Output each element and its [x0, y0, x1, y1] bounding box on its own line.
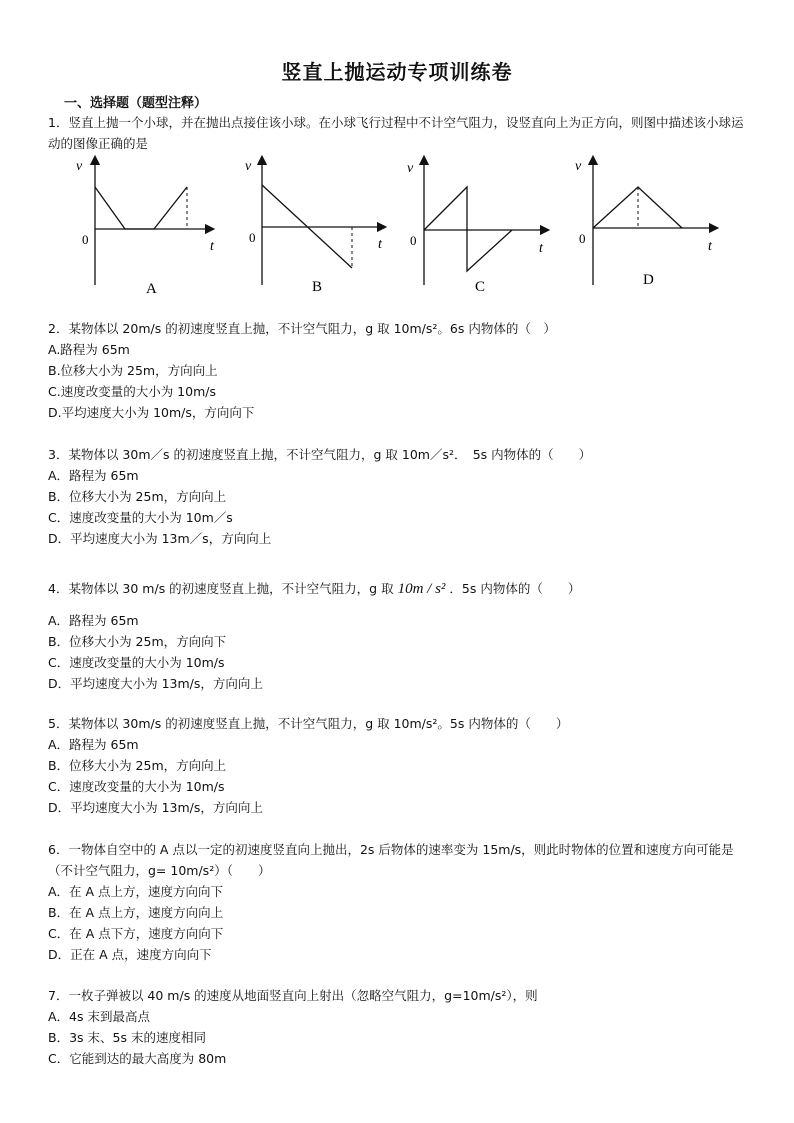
graph-b-origin: 0 — [249, 230, 256, 245]
q5-option-a: A．路程为 65m — [48, 737, 139, 752]
question-4 — [48, 578, 748, 694]
graph-a — [70, 155, 230, 305]
question-1-stem: 1．竖直上抛一个小球，并在抛出点接住该小球。在小球飞行过程中不计空气阻力，设竖直向上为正方向，则图中描述该小球运动的图像正确的是 — [48, 115, 744, 151]
q4-option-b: B．位移大小为 25m，方向向下 — [48, 634, 227, 649]
question-1 — [48, 112, 748, 154]
q7-option-c: C．它能到达的最大高度为 80m — [48, 1051, 227, 1066]
question-4-stem — [48, 578, 748, 600]
graph-b — [240, 155, 400, 305]
graph-c — [405, 155, 565, 305]
q4-option-d: D．平均速度大小为 13m/s，方向向上 — [48, 676, 263, 691]
graph-d-t-label: t — [708, 239, 712, 254]
q2-option-b: B.位移大小为 25m，方向向上 — [48, 363, 218, 378]
q5-option-b: B．位移大小为 25m，方向向上 — [48, 758, 227, 773]
q7-option-a: A．4s 末到最高点 — [48, 1009, 150, 1024]
question-4-stem-a: 4．某物体以 30 m/s 的初速度竖直上抛，不计空气阻力，g 取 — [48, 581, 394, 596]
graph-d-label: D — [643, 272, 654, 288]
graph-c-label: C — [475, 279, 486, 295]
question-6 — [48, 839, 748, 965]
question-4-stem-b: ．5s 内物体的（ ） — [449, 581, 581, 596]
graph-c-origin: 0 — [410, 233, 417, 248]
graph-b-v-label: v — [245, 159, 252, 174]
q2-option-d: D.平均速度大小为 10m/s，方向向下 — [48, 405, 255, 420]
question-3 — [48, 444, 748, 549]
q6-option-b: B．在 A 点上方，速度方向向上 — [48, 905, 224, 920]
q3-option-c: C．速度改变量的大小为 10m／s — [48, 510, 233, 525]
graph-c-t-label: t — [539, 241, 543, 256]
q5-option-d: D．平均速度大小为 13m/s，方向向上 — [48, 800, 263, 815]
q3-option-a: A．路程为 65m — [48, 468, 139, 483]
graph-a-origin: 0 — [82, 232, 89, 247]
q6-option-c: C．在 A 点下方，速度方向向下 — [48, 926, 224, 941]
question-3-stem: 3．某物体以 30m／s 的初速度竖直上抛，不计空气阻力，g 取 10m／s²． 5s 内物体的（ ） — [48, 447, 592, 462]
q6-option-d: D．正在 A 点，速度方向向下 — [48, 947, 212, 962]
question-7-stem: 7．一枚子弹被以 40 m/s 的速度从地面竖直向上射出（忽略空气阻力，g=10m/s²），则 — [48, 988, 538, 1003]
graph-c-v-label: v — [407, 161, 414, 176]
graph-b-t-label: t — [378, 237, 382, 252]
graph-a-t-label: t — [210, 239, 214, 254]
graph-d-origin: 0 — [579, 231, 586, 246]
graph-a-curve — [95, 187, 187, 229]
q4-option-c: C．速度改变量的大小为 10m/s — [48, 655, 225, 670]
graph-d-v-label: v — [575, 159, 582, 174]
q6-option-a: A．在 A 点上方，速度方向向下 — [48, 884, 224, 899]
section-heading: 一、选择题（题型注释） — [64, 96, 208, 111]
question-5 — [48, 713, 748, 818]
q3-option-b: B．位移大小为 25m，方向向上 — [48, 489, 227, 504]
q1-graphs — [70, 155, 730, 305]
q4-option-a: A．路程为 65m — [48, 613, 139, 628]
graph-d — [570, 155, 730, 305]
graph-b-label: B — [312, 279, 323, 295]
graph-a-label: A — [146, 281, 157, 297]
graph-c-curve — [424, 187, 512, 271]
q2-option-a: A.路程为 65m — [48, 342, 130, 357]
q3-option-d: D．平均速度大小为 13m／s，方向向上 — [48, 531, 272, 546]
question-6-stem: 6．一物体自空中的 A 点以一定的初速度竖直向上抛出，2s 后物体的速率变为 15m/s，则此时物体的位置和速度方向可能是（不计空气阻力，g= 10m/s²）（ ） — [48, 842, 734, 878]
question-2-stem: 2．某物体以 20m/s 的初速度竖直上抛，不计空气阻力，g 取 10m/s²。6s 内物体的（ ） — [48, 321, 556, 336]
question-7 — [48, 985, 748, 1069]
graph-a-v-label: v — [76, 159, 83, 174]
q2-option-c: C.速度改变量的大小为 10m/s — [48, 384, 216, 399]
question-2 — [48, 318, 748, 423]
page-title: 竖直上抛运动专项训练卷 — [281, 60, 513, 84]
question-4-formula: 10m / s² — [397, 581, 446, 597]
q7-option-b: B．3s 末、5s 末的速度相同 — [48, 1030, 206, 1045]
q5-option-c: C．速度改变量的大小为 10m/s — [48, 779, 225, 794]
question-5-stem: 5．某物体以 30m/s 的初速度竖直上抛，不计空气阻力，g 取 10m/s²。5s 内物体的（ ） — [48, 716, 569, 731]
